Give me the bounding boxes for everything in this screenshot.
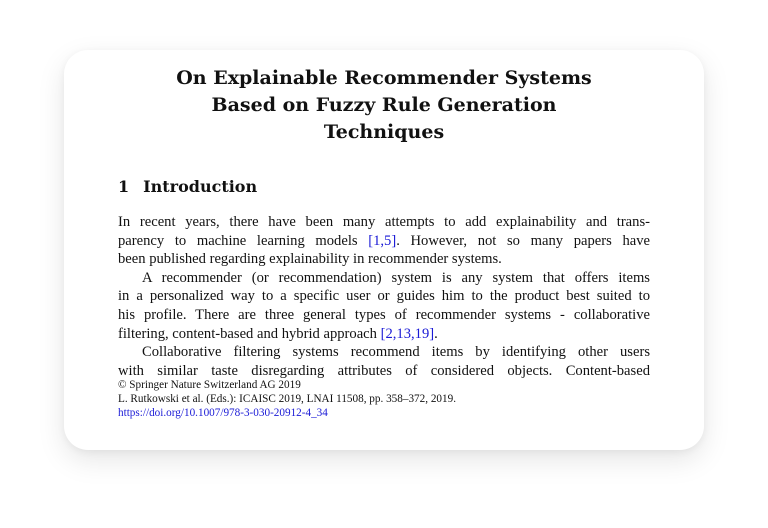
paper-title: [64, 65, 704, 146]
text-line: In recent years, there have been many attempts to add explainability and trans-: [118, 214, 650, 230]
title-line: Based on Fuzzy Rule Generation: [211, 94, 557, 116]
paper-page: [64, 50, 704, 450]
citation-link[interactable]: [2,13,19]: [380, 325, 435, 342]
section-number: 1: [118, 177, 130, 196]
copyright-line: © Springer Nature Switzerland AG 2019: [118, 379, 301, 391]
text-line: A recommender (or recommendation) system is any system that offers items: [142, 269, 650, 286]
title-line: On Explainable Recommender Systems: [176, 67, 592, 89]
text-line: with similar taste disregarding attributes of considered objects. Content-based: [118, 362, 650, 379]
text-fragment: . However, not so many papers have: [396, 232, 650, 249]
section-title: Introduction: [143, 177, 258, 196]
text-line: been published regarding explainability in recommender systems.: [118, 251, 502, 268]
citation-link[interactable]: [1,5]: [368, 232, 397, 249]
body-text: [118, 213, 650, 380]
doi-link[interactable]: https://doi.org/10.1007/978-3-030-20912-4_34: [118, 406, 328, 419]
text-line: [118, 232, 650, 251]
text-fragment: .: [434, 325, 438, 342]
text-fragment: parency to machine learning models: [118, 232, 369, 249]
footnote: [118, 379, 650, 420]
text-line: [118, 325, 650, 344]
text-line: in a personalized way to a specific user or guides him to the product best suited to: [118, 288, 650, 305]
title-line: Techniques: [323, 121, 445, 143]
citation-line: L. Rutkowski et al. (Eds.): ICAISC 2019, LNAI 11508, pp. 358–372, 2019.: [118, 392, 456, 405]
text-line: Collaborative filtering systems recommend items by identifying other users: [142, 344, 650, 361]
text-line: his profile. There are three general types of recommender systems - collaborative: [118, 306, 650, 323]
text-fragment: filtering, content-based and hybrid approach: [118, 325, 381, 342]
section-heading: [118, 176, 257, 198]
